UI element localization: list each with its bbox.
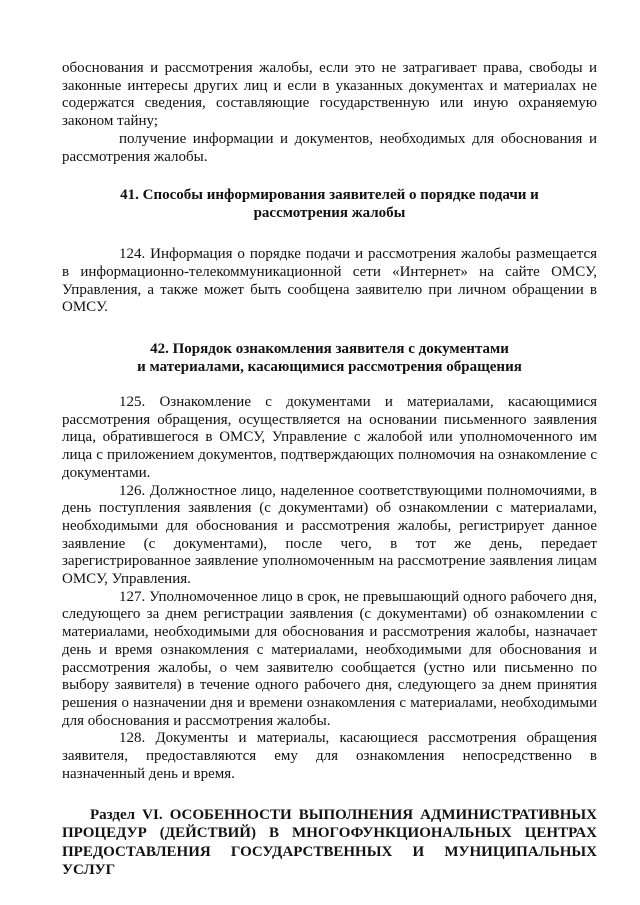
section-41-title-line-1: 41. Способы информирования заявителей о порядке подачи и (120, 187, 539, 204)
paragraph-127: 127. Уполномоченное лицо в срок, не превышающий одного рабочего дня, следующего за днем регистрации заявления (с документами) об ознакомлении с материалами, необходимыми для обоснования и рассмотрения жалобы, назначает день и время ознакомления с материалами, необходимыми для обоснования и рассмотрения жалобы, о чем заявителю сообщается (устно или письменно по выбору заявителя) в течение одного рабочего дня, следующего за днем принятия решения о назначении дня и времени ознакомления с материалами, необходимыми для обоснования и рассмотрения жалобы. (62, 588, 597, 729)
intro-paragraph-1: обоснования и рассмотрения жалобы, если это не затрагивает права, свободы и законные интересы других лиц и если в указанных документах и материалах не содержатся сведения, составляющие государственную или иную охраняемую законом тайну; (62, 60, 597, 130)
section-42-title-line-1: 42. Порядок ознакомления заявителя с документами (150, 341, 509, 358)
paragraph-125: 125. Ознакомление с документами и материалами, касающимися рассмотрения обращения, осуществляется на основании письменного заявления лица, обратившегося в ОМСУ, Управление с жалобой или уполномоченного им лица с приложением документов, подтверждающих полномочия на ознакомление с документами. (62, 394, 597, 481)
section-42-title (62, 340, 597, 376)
part-6-heading: Раздел VI. ОСОБЕННОСТИ ВЫПОЛНЕНИЯ АДМИНИСТРАТИВНЫХ ПРОЦЕДУР (ДЕЙСТВИЙ) В МНОГОФУНКЦИОНАЛЬНЫХ ЦЕНТРАХ ПРЕДОСТАВЛЕНИЯ ГОСУДАРСТВЕННЫХ И МУНИЦИПАЛЬНЫХ УСЛУГ (62, 806, 597, 878)
section-41-title (62, 186, 597, 222)
paragraph-124: 124. Информация о порядке подачи и рассмотрения жалобы размещается в информационно-телекоммуникационной сети «Интернет» на сайте ОМСУ, Управления, а также может быть сообщена заявителю при личном обращении в ОМСУ. (62, 246, 597, 316)
paragraph-128: 128. Документы и материалы, касающиеся рассмотрения обращения заявителя, предоставляются ему для ознакомления непосредственно в назначенный день и время. (62, 730, 597, 782)
section-41-title-line-2: рассмотрения жалобы (253, 205, 406, 222)
section-42-title-line-2: и материалами, касающимися рассмотрения обращения (137, 359, 522, 376)
paragraph-126: 126. Должностное лицо, наделенное соответствующими полномочиями, в день поступления заявления (с документами) об ознакомлении с материалами, необходимыми для обоснования и рассмотрения жалобы, регистрирует данное заявление (с документами), после чего, в тот же день, передает зарегистрированное заявление уполномоченным на рассмотрение заявления лицам ОМСУ, Управления. (62, 482, 597, 588)
intro-paragraph-2: получение информации и документов, необходимых для обоснования и рассмотрения жалобы. (62, 130, 597, 165)
